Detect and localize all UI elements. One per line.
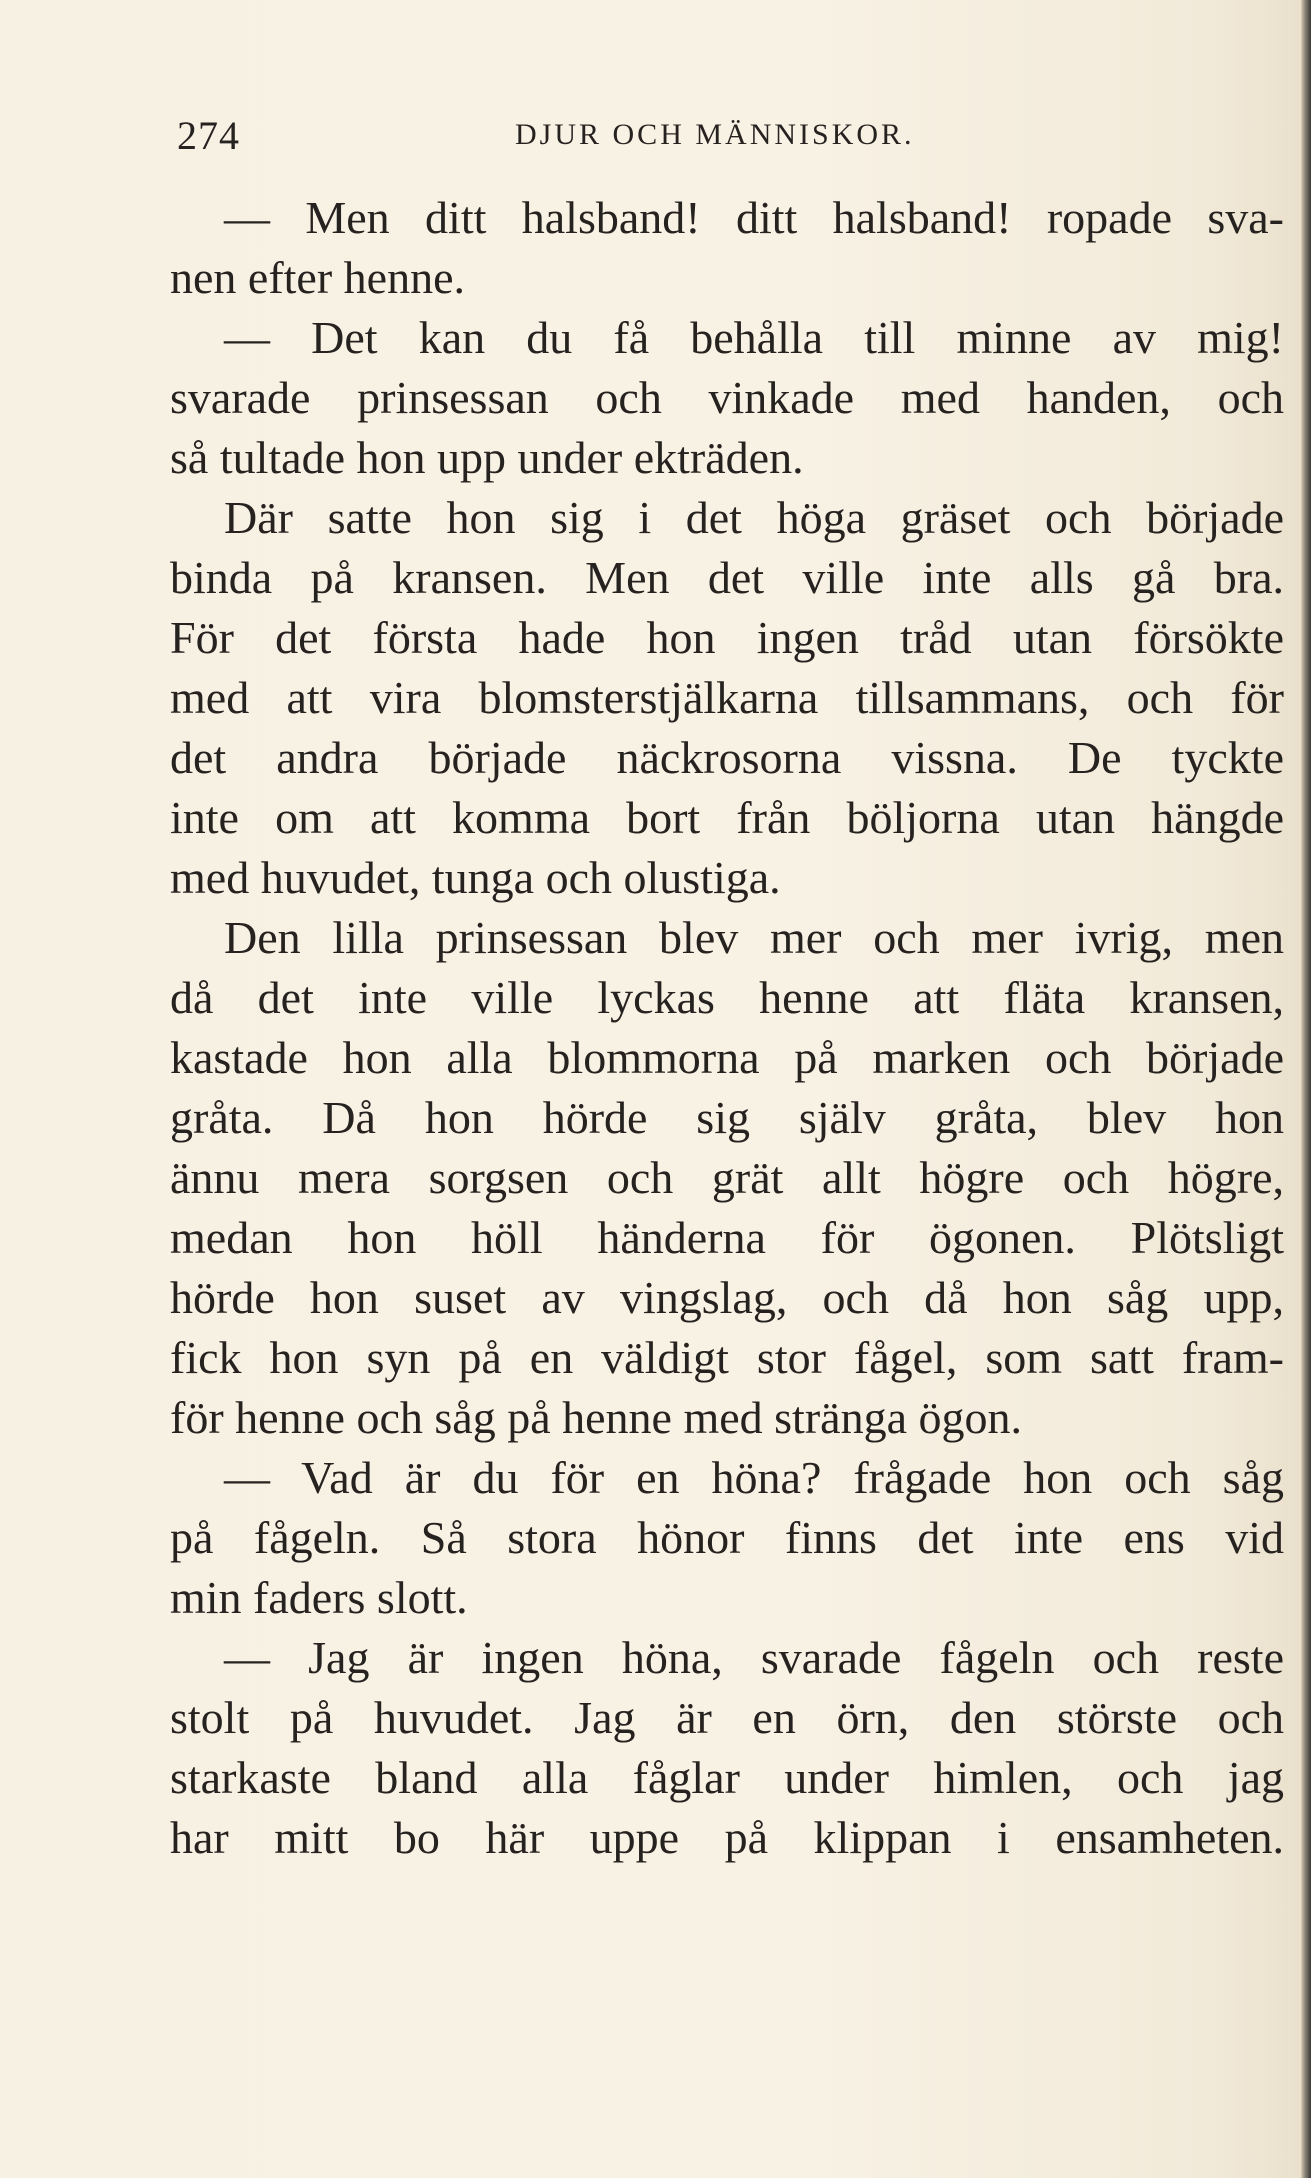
text-line: — Men ditt halsband! ditt halsband! ropade sva- [224,192,1284,243]
text-line: stolt på huvudet. Jag är en örn, den störste och [170,1692,1284,1743]
text-line: på fågeln. Så stora hönor finns det inte ens vid [170,1512,1284,1563]
page-number: 274 [177,113,240,158]
text-line: Där satte hon sig i det höga gräset och började [224,492,1284,543]
text-line: kastade hon alla blommorna på marken och började [170,1032,1284,1083]
text-line: binda på kransen. Men det ville inte alls gå bra. [170,552,1284,603]
text-line: min faders slott. [170,1572,468,1623]
text-line: för henne och såg på henne med stränga ögon. [170,1392,1022,1443]
text-line: hörde hon suset av vingslag, och då hon såg upp, [170,1272,1284,1323]
text-line: då det inte ville lyckas henne att fläta kransen, [170,972,1284,1023]
text-line: inte om att komma bort från böljorna utan hängde [170,792,1284,843]
text-line: — Jag är ingen höna, svarade fågeln och reste [224,1632,1284,1683]
running-head: DJUR OCH MÄNNISKOR. [515,118,915,151]
text-line: nen efter henne. [170,252,466,303]
text-line: ännu mera sorgsen och grät allt högre och högre, [170,1152,1284,1203]
text-line: fick hon syn på en väldigt stor fågel, som satt fram- [170,1332,1284,1383]
text-line: — Det kan du få behålla till minne av mig! [224,312,1284,363]
text-line: har mitt bo här uppe på klippan i ensamheten. [170,1812,1284,1863]
page-header [177,112,1287,162]
text-line: gråta. Då hon hörde sig själv gråta, blev hon [170,1092,1284,1143]
page-edge [1301,0,1311,2178]
body-text [170,188,1284,1868]
text-line: med huvudet, tunga och olustiga. [170,852,781,903]
text-line: så tultade hon upp under ekträden. [170,432,804,483]
text-line: medan hon höll händerna för ögonen. Plötsligt [170,1212,1284,1263]
text-line: — Vad är du för en höna? frågade hon och såg [224,1452,1284,1503]
text-line: Den lilla prinsessan blev mer och mer ivrig, men [224,912,1284,963]
text-line: starkaste bland alla fåglar under himlen, och jag [170,1752,1284,1803]
text-line: det andra började näckrosorna vissna. De tyckte [170,732,1284,783]
text-line: svarade prinsessan och vinkade med handen, och [170,372,1284,423]
text-line: med att vira blomsterstjälkarna tillsammans, och för [170,672,1284,723]
text-line: För det första hade hon ingen tråd utan försökte [170,612,1284,663]
